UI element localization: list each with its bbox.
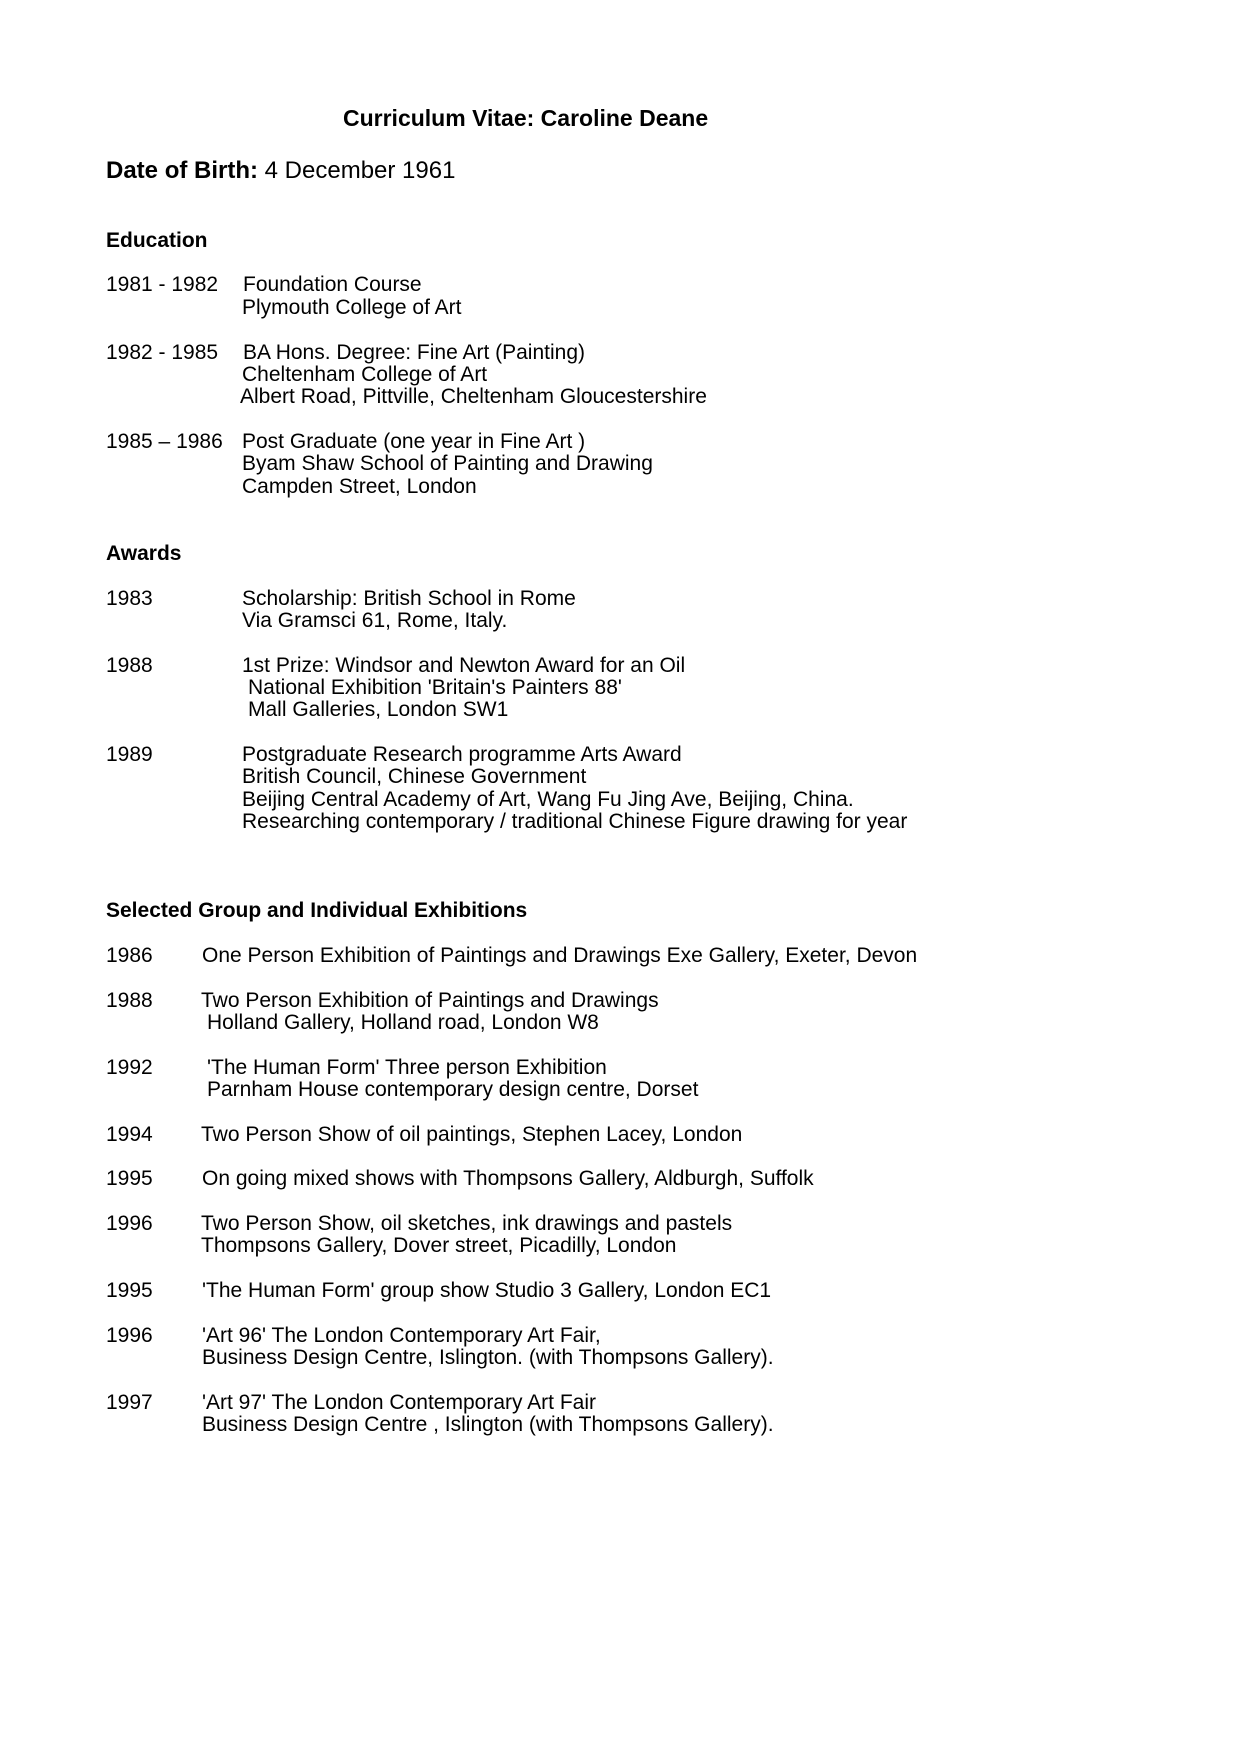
exhibition-year: 1986 bbox=[106, 944, 153, 967]
dob-value: 4 December 1961 bbox=[258, 157, 456, 184]
education-line: Albert Road, Pittville, Cheltenham Gloucestershire bbox=[240, 385, 707, 408]
education-line: Campden Street, London bbox=[242, 475, 477, 498]
award-line: Researching contemporary / traditional Chinese Figure drawing for year bbox=[242, 810, 908, 833]
exhibition-line: Two Person Show, oil sketches, ink drawings and pastels bbox=[201, 1212, 733, 1235]
award-line: Scholarship: British School in Rome bbox=[242, 587, 576, 610]
date-of-birth bbox=[106, 158, 455, 183]
section-heading-awards: Awards bbox=[106, 542, 182, 565]
exhibition-line: Parnham House contemporary design centre, Dorset bbox=[207, 1078, 699, 1101]
exhibition-year: 1995 bbox=[106, 1279, 153, 1302]
award-line: 1st Prize: Windsor and Newton Award for an Oil bbox=[242, 654, 686, 677]
exhibition-line: 'Art 96' The London Contemporary Art Fair, bbox=[202, 1324, 601, 1347]
exhibition-line: 'The Human Form' group show Studio 3 Gallery, London EC1 bbox=[202, 1279, 772, 1302]
award-line: Beijing Central Academy of Art, Wang Fu Jing Ave, Beijing, China. bbox=[242, 788, 854, 811]
page-title: Curriculum Vitae: Caroline Deane bbox=[343, 105, 709, 131]
award-line: British Council, Chinese Government bbox=[242, 765, 587, 788]
exhibition-year: 1992 bbox=[106, 1056, 153, 1079]
section-heading-exhibitions: Selected Group and Individual Exhibitions bbox=[106, 899, 528, 922]
education-years: 1981 - 1982 bbox=[106, 273, 219, 296]
education-years: 1985 – 1986 bbox=[106, 430, 223, 453]
exhibition-line: One Person Exhibition of Paintings and Drawings Exe Gallery, Exeter, Devon bbox=[202, 944, 918, 967]
exhibition-line: Business Design Centre, Islington. (with Thompsons Gallery). bbox=[202, 1346, 774, 1369]
education-years: 1982 - 1985 bbox=[106, 341, 219, 364]
section-heading-education: Education bbox=[106, 229, 208, 252]
exhibition-year: 1996 bbox=[106, 1324, 153, 1347]
exhibition-year: 1996 bbox=[106, 1212, 153, 1235]
exhibition-year: 1994 bbox=[106, 1123, 153, 1146]
education-line: Byam Shaw School of Painting and Drawing bbox=[242, 452, 653, 475]
education-line: Cheltenham College of Art bbox=[242, 363, 488, 386]
dob-label: Date of Birth: bbox=[106, 157, 258, 184]
education-line: BA Hons. Degree: Fine Art (Painting) bbox=[243, 341, 585, 364]
exhibition-year: 1995 bbox=[106, 1167, 153, 1190]
exhibition-year: 1997 bbox=[106, 1391, 153, 1414]
exhibition-line: Holland Gallery, Holland road, London W8 bbox=[207, 1011, 599, 1034]
exhibition-line: Business Design Centre , Islington (with Thompsons Gallery). bbox=[202, 1413, 774, 1436]
award-line: Mall Galleries, London SW1 bbox=[248, 698, 509, 721]
exhibition-line: Two Person Show of oil paintings, Stephen Lacey, London bbox=[201, 1123, 743, 1146]
exhibition-line: 'The Human Form' Three person Exhibition bbox=[207, 1056, 607, 1079]
exhibition-line: 'Art 97' The London Contemporary Art Fair bbox=[202, 1391, 596, 1414]
education-line: Post Graduate (one year in Fine Art ) bbox=[242, 430, 586, 453]
award-year: 1989 bbox=[106, 743, 153, 766]
award-line: Postgraduate Research programme Arts Award bbox=[242, 743, 682, 766]
award-line: Via Gramsci 61, Rome, Italy. bbox=[242, 609, 508, 632]
exhibition-line: Two Person Exhibition of Paintings and Drawings bbox=[201, 989, 659, 1012]
education-line: Plymouth College of Art bbox=[242, 296, 462, 319]
education-line: Foundation Course bbox=[243, 273, 422, 296]
award-line: National Exhibition 'Britain's Painters 88' bbox=[248, 676, 622, 699]
award-year: 1983 bbox=[106, 587, 153, 610]
award-year: 1988 bbox=[106, 654, 153, 677]
exhibition-line: Thompsons Gallery, Dover street, Picadilly, London bbox=[201, 1234, 677, 1257]
exhibition-year: 1988 bbox=[106, 989, 153, 1012]
exhibition-line: On going mixed shows with Thompsons Gallery, Aldburgh, Suffolk bbox=[202, 1167, 814, 1190]
